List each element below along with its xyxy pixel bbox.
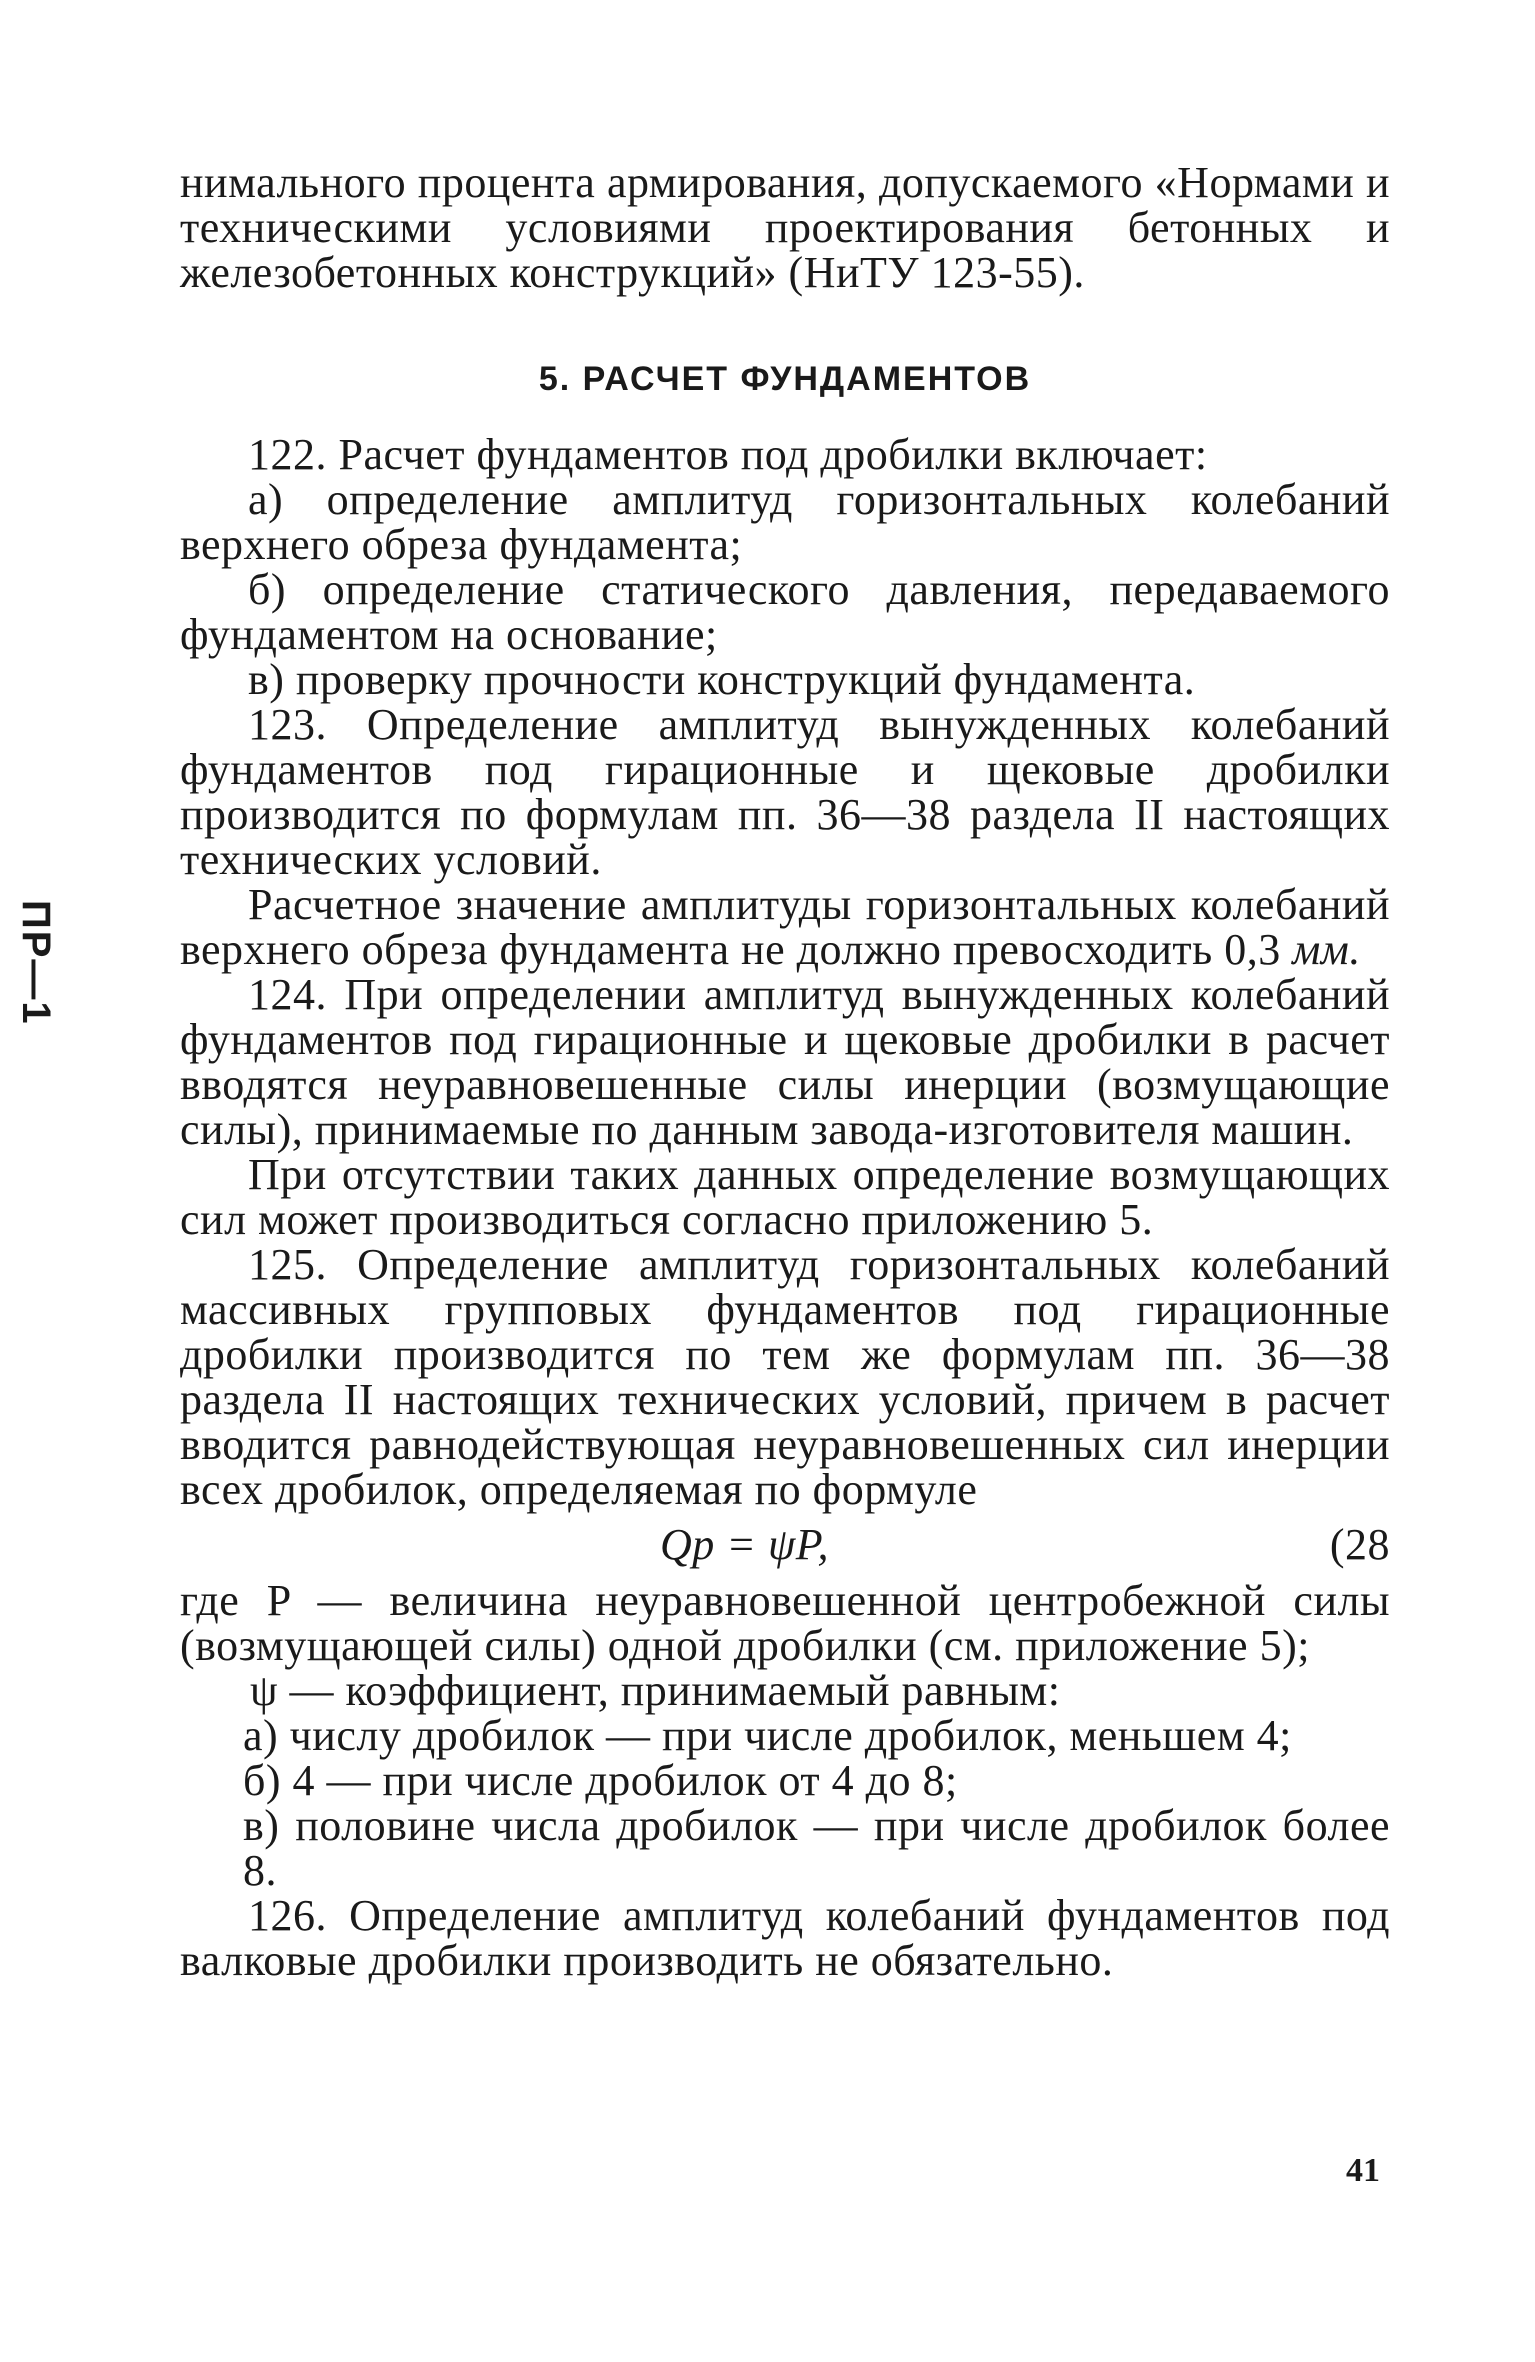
- paragraph-123-b-text: Расчетное значение амплитуды горизонтальных колебаний верхнего обреза фундамента не должно превосходить 0,3: [180, 880, 1390, 974]
- definition-psi: ψ — коэффициент, принимаемый равным:: [250, 1666, 1061, 1715]
- definition-p-label: где P —: [180, 1576, 363, 1625]
- page-number: 41: [1346, 2152, 1380, 2189]
- definition-p-text: величина неуравновешенной центробежной силы (возмущающей силы) одной дробилки (см. приложение 5);: [180, 1576, 1391, 1670]
- intro-text: нимального процента армирования, допускаемого «Нормами и техническими условиями проектирования бетонных и железобетонных конструкций» (НиТУ 123-55).: [180, 158, 1390, 297]
- paragraph-122: 122. Расчет фундаментов под дробилки включает:: [248, 430, 1208, 479]
- definition-psi-b: б) 4 — при числе дробилок от 4 до 8;: [243, 1756, 958, 1805]
- formula-definitions: [180, 1578, 1390, 1893]
- paragraph-122-b: б) определение статического давления, передаваемого фундаментом на основание;: [180, 565, 1390, 659]
- paragraph-125: [180, 1242, 1390, 1512]
- section-body: [180, 432, 1390, 1983]
- paragraph-125-text: 125. Определение амплитуд горизонтальных колебаний массивных групповых фундаментов под гирационные дробилки производится по тем же формулам пп. 36—38 раздела II настоящих технических условий, причем в расчет вводится равнодействующая неуравновешенных сил инерции: [180, 1240, 1390, 1469]
- paragraph-123-b: [180, 882, 1390, 972]
- intro-paragraph: [180, 160, 1390, 295]
- unit-mm: мм.: [1292, 925, 1361, 974]
- definition-psi-c: в) половине числа дробилок — при числе дробилок более 8.: [243, 1801, 1390, 1895]
- paragraph-122-c: в) проверку прочности конструкций фундамента.: [248, 655, 1196, 704]
- formula-number: (28: [1329, 1520, 1390, 1569]
- section-heading: 5. РАСЧЕТ ФУНДАМЕНТОВ: [538, 360, 1032, 398]
- paragraph-124-b: При отсутствии таких данных определение возмущающих сил может производиться согласно приложению 5.: [180, 1150, 1390, 1244]
- side-marginal-mark: ПР—1: [14, 900, 58, 1026]
- paragraph-122-a: а) определение амплитуд горизонтальных колебаний верхнего обреза фундамента;: [180, 475, 1390, 569]
- formula-expression: Qр = ψP,: [660, 1520, 829, 1569]
- paragraph-124: 124. При определении амплитуд вынужденных колебаний фундаментов под гирационные и щековые дробилки в расчет вводятся неуравновешенные силы инерции (возмущающие силы), принимаемые по данным завода-изготовителя машин.: [180, 970, 1390, 1154]
- paragraph-125-end: всех дробилок, определяемая по формуле: [180, 1465, 978, 1514]
- formula-28: [180, 1518, 1390, 1578]
- definition-psi-a: а) числу дробилок — при числе дробилок, меньшем 4;: [243, 1711, 1292, 1760]
- paragraph-123: 123. Определение амплитуд вынужденных колебаний фундаментов под гирационные и щековые дробилки производится по формулам пп. 36—38 раздела II настоящих технических условий.: [180, 700, 1390, 884]
- definition-p: [180, 1578, 1390, 1668]
- paragraph-126: 126. Определение амплитуд колебаний фундаментов под валковые дробилки производить не обязательно.: [180, 1891, 1390, 1985]
